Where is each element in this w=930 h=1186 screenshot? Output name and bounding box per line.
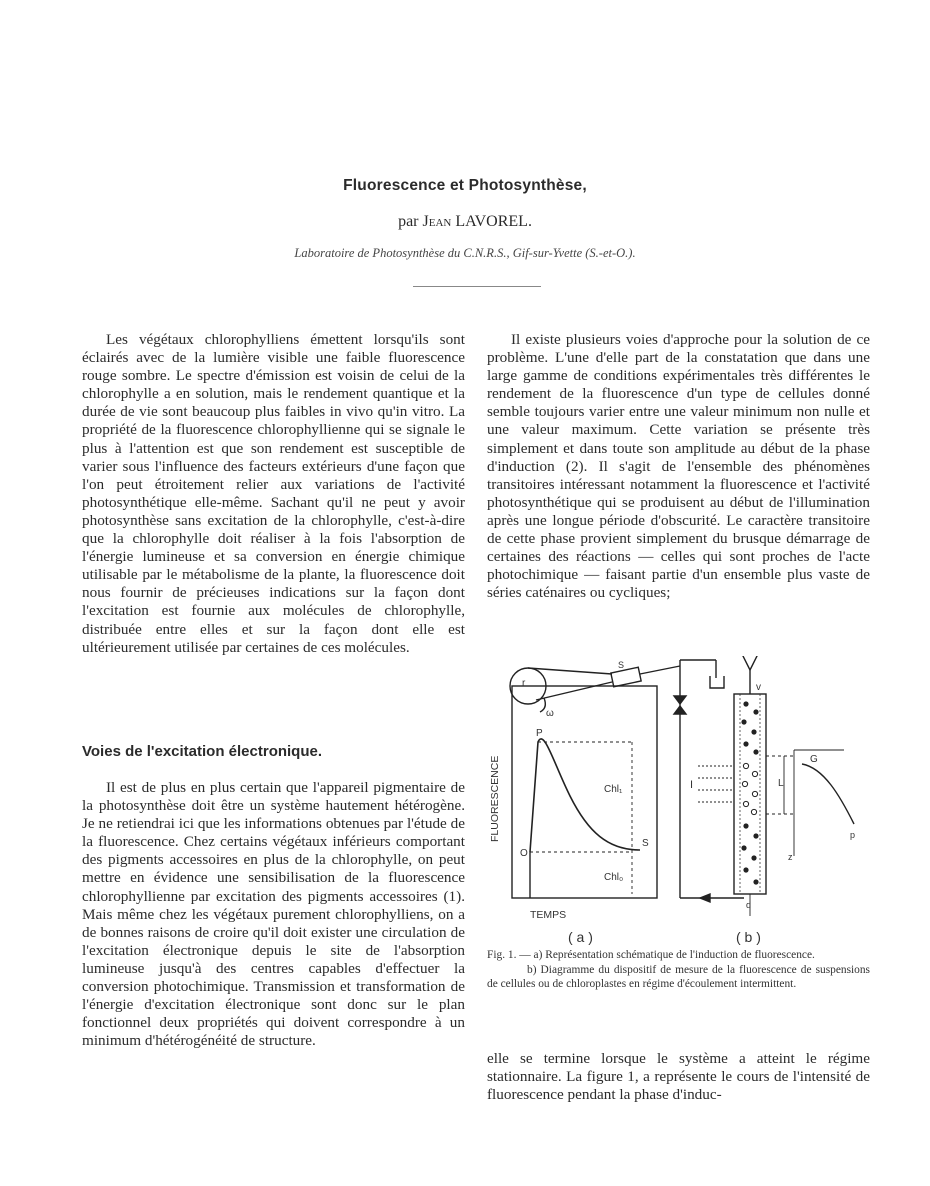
panel-b-label: ( b ) <box>736 929 761 945</box>
right-column-intro <box>487 331 870 602</box>
section-heading: Voies de l'excitation électronique. <box>82 743 323 760</box>
article-title: Fluorescence et Photosynthèse, <box>343 177 587 194</box>
caption-line-b: b) Diagramme du dispositif de mesure de la fluorescence de suspensions de cellules ou de chloroplastes en régime d'écoulement intermittent. <box>487 963 870 991</box>
steady-state-label: S <box>642 838 649 849</box>
author-first-name: Jean <box>422 213 452 230</box>
y-axis-label: FLUORESCENCE <box>489 755 501 842</box>
author-last-name: LAVOREL. <box>451 213 532 230</box>
syringe-label: S <box>618 660 625 670</box>
g-curve <box>802 764 854 824</box>
x-axis-label: TEMPS <box>530 909 567 921</box>
valve-top <box>674 696 686 704</box>
drum-radius-label: r <box>522 678 526 689</box>
cell-tube <box>734 694 766 894</box>
syringe-line <box>640 666 680 674</box>
chl-a-label: Chl₁ <box>604 784 623 795</box>
syringe-body <box>611 667 641 687</box>
paragraph: Les végétaux chlorophylliens émettent lorsqu'ils sont éclairés avec de la lumière visible une faible fluorescence rouge sombre. Le spectre d'émission est voisin de celui de la chlorophylle a en solution, mais le rendement quantique et la durée de vie sont beaucoup plus faibles in vivo qu'in vitro. La propriété de la fluorescence chlorophyllienne qui se signale le plus à l'attention est que son rendement est susceptible de varier sous l'influence des facteurs extérieurs d'une façon que l'on peut étroitement relier aux variations de l'activité photosynthétique elle-même. Sachant qu'il ne peut y avoir photosynthèse sans excitation de la chlorophylle, c'est-à-dire que la chlorophylle doit réaliser à la fois l'absorption de l'énergie lumineuse et sa conversion en énergie chimique utilisable par le métabolisme de la plante, la fluorescence doit nous fournir de précieuses indications sur la façon dont l'excitation est fournie aux molécules de chlorophylle, distribuée entre elles et sur la façon dont elle est ultérieurement utilisée par certaines de ces molécules. <box>82 331 465 656</box>
paragraph: Il est de plus en plus certain que l'appareil pigmentaire de la photosynthèse doit être un système hautement hétérogène. Je ne retiendrai ici que les informations obtenues par l'étude de la fluorescence. Chez certains végétaux inférieurs comportant des pigments accessoires en plus de la chlorophylle, on peut mettre en évidence une sensibilisation de la fluorescence chlorophyllienne par excitation des pigments accessoires (1). Mais même chez les végétaux purement chlorophylliens, on a de bonnes raisons de croire qu'il doit exister une circulation de l'excitation électronique depuis le site de l'absorption lumineuse jusqu'à des centres capables d'effectuer la conversion photochimique. Transmission et transformation de l'énergie d'excitation électronique sont donc sur le plan fonctionnel deux propriétés qui doivent correspondre à un minimum d'hétérogénéité de structure. <box>82 779 465 1050</box>
drum-lever-bottom <box>536 682 612 700</box>
panel-a-label: ( a ) <box>568 929 593 945</box>
g-label: G <box>810 754 818 765</box>
left-column-intro <box>82 331 465 657</box>
funnel <box>742 656 758 670</box>
paragraph: Il existe plusieurs voies d'approche pour la solution de ce problème. L'une d'elle part de la constatation que dans une large gamme de conditions expérimentales très différentes le rendement de la fluorescence d'un type de cellules donné semble toujours varier entre une valeur minimum non nulle et une valeur maximum. Cette variation se présente très simplement et dans toute son amplitude au début de la phase d'induction (2). Il s'agit de l'ensemble des phénomènes transitoires intéressant notamment la fluorescence et l'activité photosynthétique qui se produisent au début de l'illumination après une longue période d'obscurité. Le caractère transitoire de cette phase provient simplement du brusque démarrage de certaines des réactions — celles qui sont proches de l'acte photochimique — faisant partie d'un ensemble plus vaste de séries caténaires ou cycliques; <box>487 331 870 602</box>
z-label: z <box>788 852 793 862</box>
drum-rotation-arrow <box>540 698 545 712</box>
illuminated-cells <box>742 763 757 814</box>
length-label: L <box>778 778 784 789</box>
diameter-label: d <box>746 900 752 910</box>
cells-in-tube <box>741 701 758 884</box>
reservoir <box>710 676 724 688</box>
byline <box>0 213 930 231</box>
omega-label: ω <box>546 708 554 719</box>
chl-o-label: Chl₀ <box>604 872 624 883</box>
velocity-label: v <box>756 682 761 693</box>
flow-arrow-bottom <box>700 894 710 902</box>
figure-1 <box>484 656 872 952</box>
figure-1-drawing <box>484 656 872 952</box>
light-intensity-label: I <box>690 779 694 791</box>
caption-line-a: Fig. 1. — a) Représentation schématique de l'induction de fluorescence. <box>487 949 815 961</box>
affiliation: Laboratoire de Photosynthèse du C.N.R.S., Gif-sur-Yvette (S.-et-O.). <box>294 246 636 260</box>
title-divider <box>413 286 541 287</box>
left-column-section <box>82 779 465 1050</box>
paragraph: elle se termine lorsque le système a atteint le régime stationnaire. La figure 1, a représente le cours de l'intensité de fluorescence pendant la phase d'induc- <box>487 1050 870 1104</box>
origin-label: O <box>520 848 528 859</box>
byline-prefix: par <box>398 213 423 230</box>
valve-bottom <box>674 706 686 714</box>
panel-a-induction-curve <box>530 739 640 852</box>
p-label: p <box>850 830 856 840</box>
figure-caption <box>487 948 870 992</box>
peak-label: P <box>536 728 543 739</box>
right-column-end <box>487 1050 870 1104</box>
